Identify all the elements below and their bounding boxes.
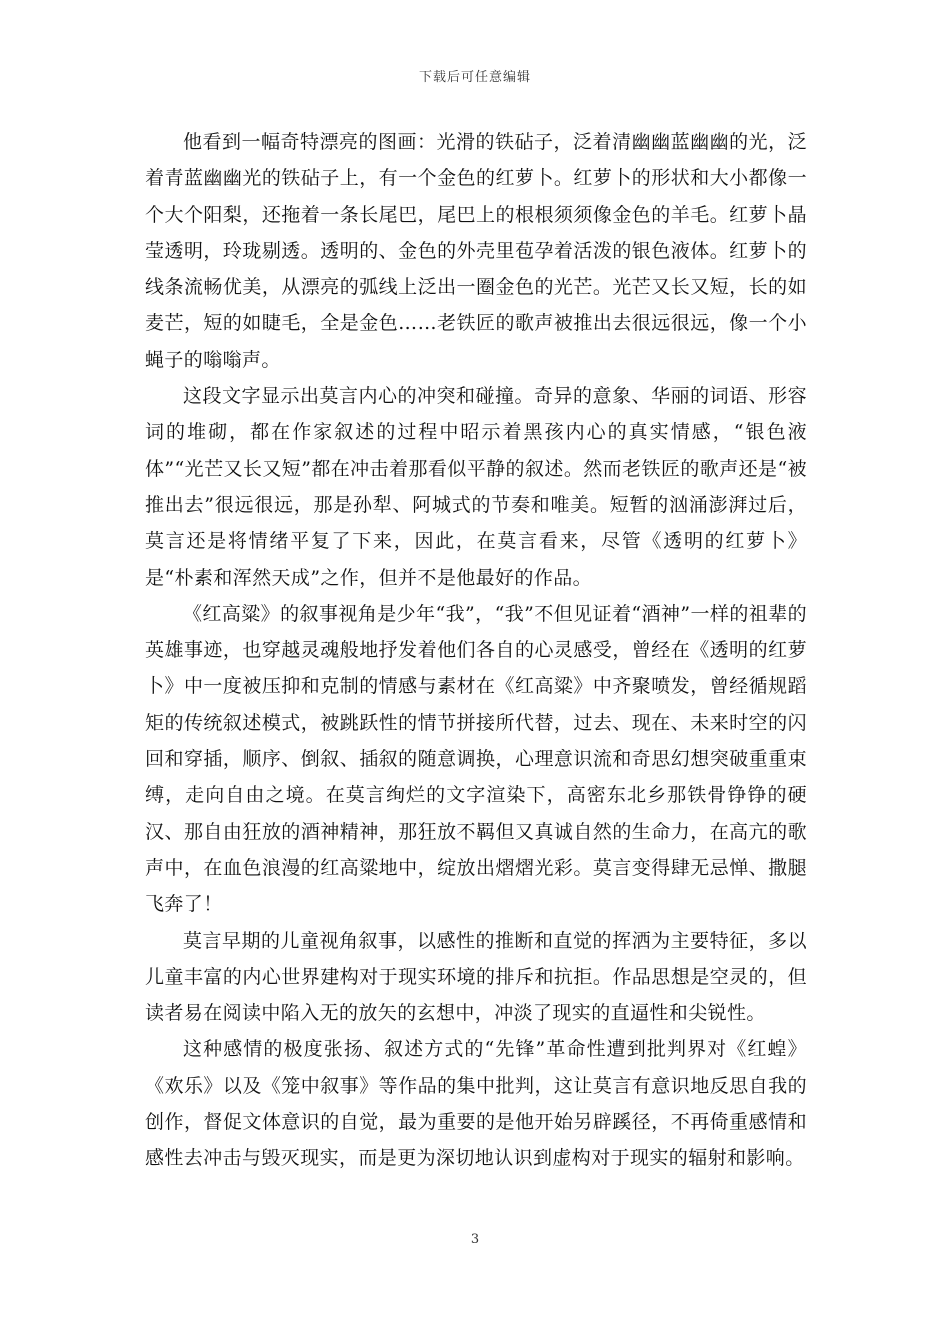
paragraph-4: 莫言早期的儿童视角叙事，以感性的推断和直觉的挥洒为主要特征，多以儿童丰富的内心世界建构对于现实环境的排斥和抗拒。作品思想是空灵的，但读者易在阅读中陷入无的放矢的玄想中，冲淡了现实的直逼性和尖锐性。 [145, 929, 807, 1025]
paragraph-5: 这种感情的极度张扬、叙述方式的“先锋”革命性遭到批判界对《红蝗》《欢乐》以及《笼中叙事》等作品的集中批判，这让莫言有意识地反思自我的创作，督促文体意识的自觉，最为重要的是他开始另辟蹊径，不再倚重感情和感性去冲击与毁灭现实，而是更为深切地认识到虚构对于现实的辐射和影响。 [145, 1038, 807, 1170]
paragraph-1: 他看到一幅奇特漂亮的图画：光滑的铁砧子，泛着清幽幽蓝幽幽的光，泛着青蓝幽幽光的铁砧子上，有一个金色的红萝卜。红萝卜的形状和大小都像一个大个阳梨，还拖着一条长尾巴，尾巴上的根根须须像金色的羊毛。红萝卜晶莹透明，玲珑剔透。透明的、金色的外壳里苞孕着活泼的银色液体。红萝卜的线条流畅优美，从漂亮的弧线上泛出一圈金色的光芒。光芒又长又短，长的如麦芒，短的如睫毛，全是金色……老铁匠的歌声被推出去很远很远，像一个小蝇子的嗡嗡声。 [145, 131, 807, 371]
page-number: 3 [470, 1232, 480, 1247]
paragraph-2: 这段文字显示出莫言内心的冲突和碰撞。奇异的意象、华丽的词语、形容词的堆砌，都在作家叙述的过程中昭示着黑孩内心的真实情感，“银色液体”“光芒又长又短”都在冲击着那看似平静的叙述。然而老铁匠的歌声还是“被推出去”很远很远，那是孙犁、阿城式的节奏和唯美。短暂的汹涌澎湃过后，莫言还是将情绪平复了下来，因此，在莫言看来，尽管《透明的红萝卜》是“朴素和浑然天成”之作，但并不是他最好的作品。 [145, 385, 807, 589]
page-header: 下载后可任意编辑 [418, 70, 531, 85]
paragraph-3: 《红高粱》的叙事视角是少年“我”，“我”不但见证着“酒神”一样的祖辈的英雄事迹，也穿越灵魂般地抒发着他们各自的心灵感受，曾经在《透明的红萝卜》中一度被压抑和克制的情感与素材在《红高粱》中齐聚喷发，曾经循规蹈矩的传统叙述模式，被跳跃性的情节拼接所代替，过去、现在、未来时空的闪回和穿插，顺序、倒叙、插叙的随意调换，心理意识流和奇思幻想突破重重束缚，走向自由之境。在莫言绚烂的文字渲染下，高密东北乡那铁骨铮铮的硬汉、那自由狂放的酒神精神，那狂放不羁但又真诚自然的生命力，在高亢的歌声中，在血色浪漫的红高粱地中，绽放出熠熠光彩。莫言变得肆无忌惮、撒腿飞奔了！ [145, 602, 807, 916]
document-body [145, 124, 807, 1177]
